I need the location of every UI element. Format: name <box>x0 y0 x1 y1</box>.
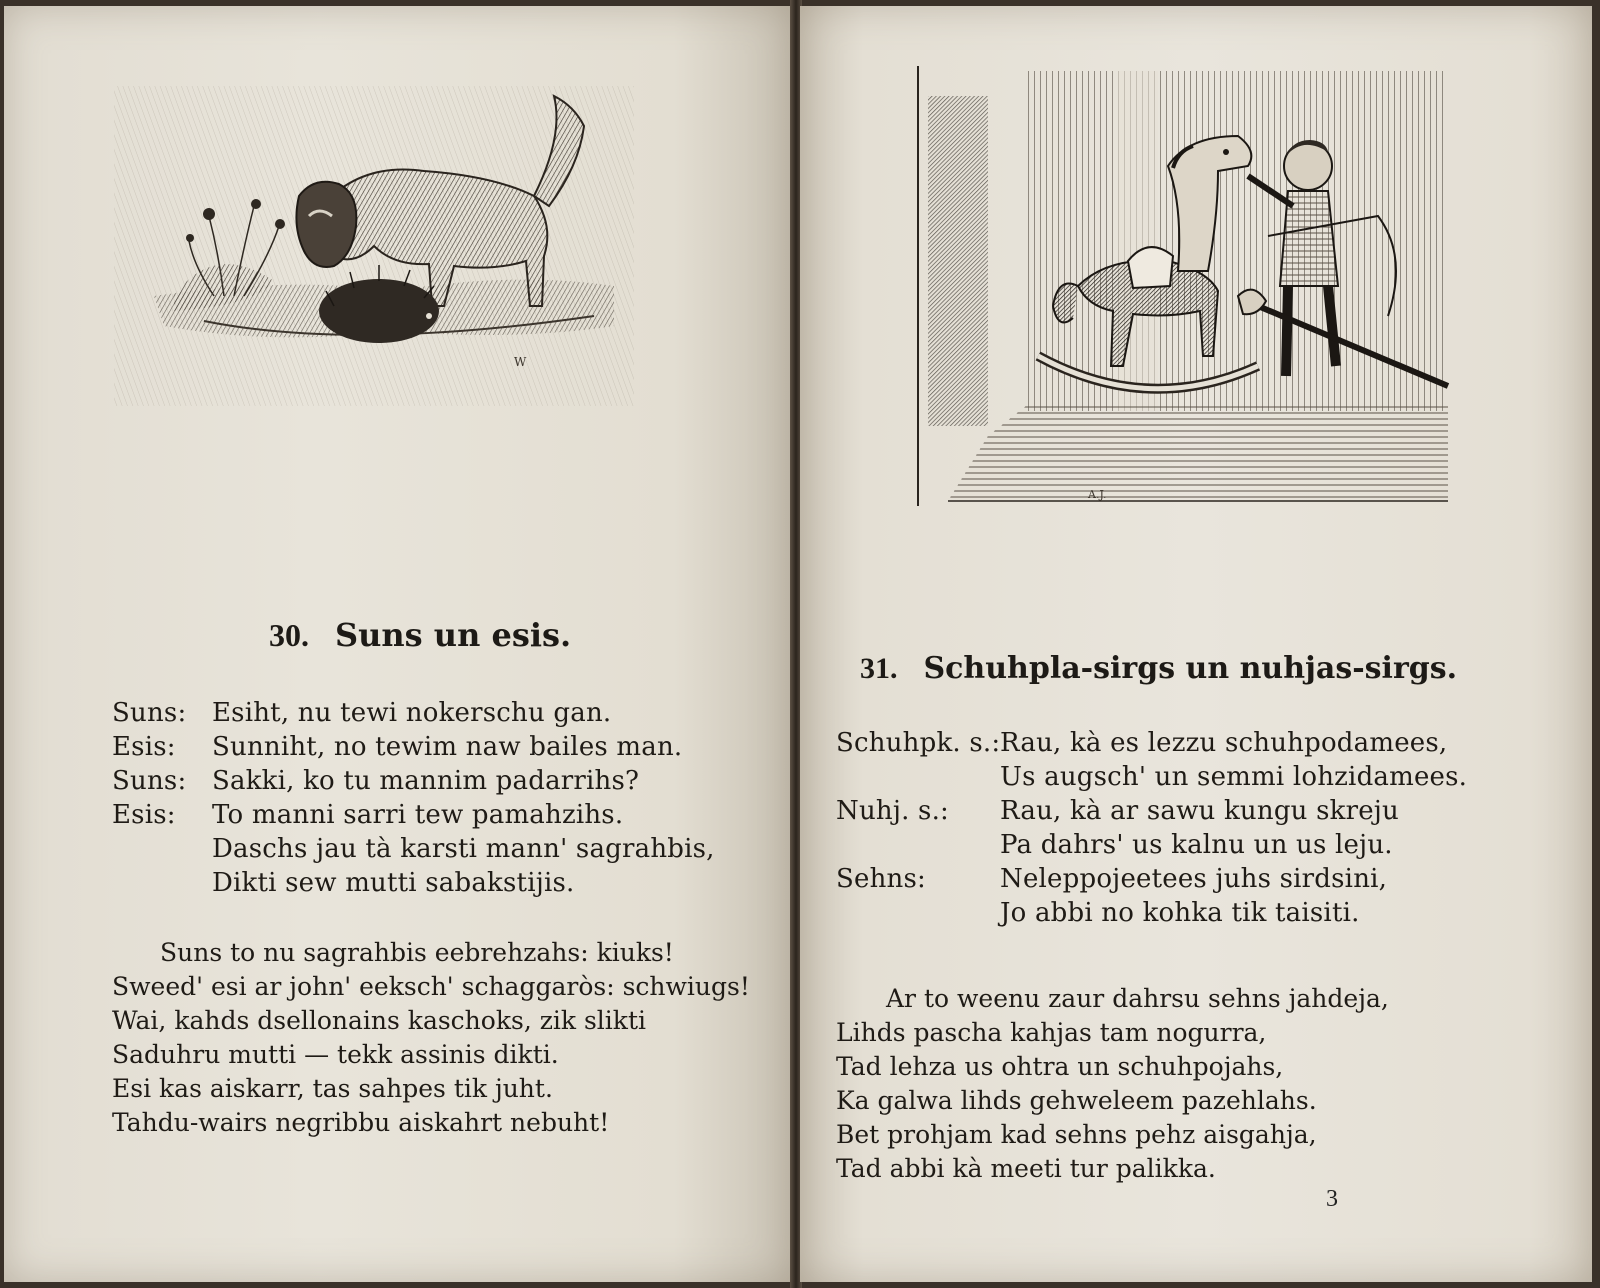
prose-line: Ar to weenu zaur dahrsu sehns jahdeja, <box>886 984 1389 1013</box>
left-page <box>4 6 794 1282</box>
speaker-label <box>836 896 1000 930</box>
speaker-label: Schuhpk. s.: <box>836 728 1001 758</box>
prose-line: Suns to nu sagrahbis eebrehzahs: kiuks! <box>160 938 674 967</box>
dialogue-line: Jo abbi no kohka tik taisiti. <box>1000 898 1360 928</box>
prose-line: Saduhru mutti — tekk assinis dikti. <box>112 1040 559 1069</box>
dialogue-line: Pa dahrs' us kalnu un us leju. <box>1000 830 1393 860</box>
left-prose <box>112 936 750 1140</box>
right-title-number: 31. <box>860 652 898 685</box>
dialogue-row <box>836 760 1467 794</box>
dialogue-line: Esiht, nu tewi nokerschu gan. <box>212 698 612 728</box>
dialogue-line: To manni sarri tew pamahzihs. <box>212 800 624 830</box>
dialogue-row <box>836 726 1467 760</box>
dialogue-row <box>836 794 1467 828</box>
rocking-horse-illustration <box>908 56 1468 516</box>
dialogue-row <box>112 866 715 900</box>
dialogue-line: Us augsch' un semmi lohzidamees. <box>1000 762 1468 792</box>
speaker-label: Nuhj. s.: <box>836 796 949 826</box>
prose-line: Sweed' esi ar john' eeksch' schaggaròs: schwiugs! <box>112 972 750 1001</box>
prose-line: Tahdu-wairs negribbu aiskahrt nebuht! <box>112 1108 610 1137</box>
prose-line: Tad lehza us ohtra un schuhpojahs, <box>836 1052 1284 1081</box>
prose-line: Esi kas aiskarr, tas sahpes tik juht. <box>112 1074 553 1103</box>
dialogue-line: Sunniht, no tewim naw bailes man. <box>212 732 683 762</box>
right-title-text: Schuhpla-sirgs un nuhjas-sirgs. <box>923 651 1458 686</box>
speaker-label: Suns: <box>112 698 187 728</box>
left-dialogue <box>112 696 715 900</box>
dialogue-row <box>112 832 715 866</box>
rocking-horse-drawing <box>908 56 1468 516</box>
dialogue-line: Neleppojeetees juhs sirdsini, <box>1000 864 1388 894</box>
dialogue-row <box>836 862 1467 896</box>
left-title-text: Suns un esis. <box>335 616 572 654</box>
prose-line: Lihds pascha kahjas tam nogurra, <box>836 1018 1267 1047</box>
left-title <box>269 616 571 654</box>
dialogue-line: Daschs jau tà karsti mann' sagrahbis, <box>212 834 715 864</box>
dialogue-line: Sakki, ko tu mannim padarrihs? <box>212 766 640 796</box>
right-dialogue <box>836 726 1467 930</box>
dog-hedgehog-drawing <box>94 66 654 426</box>
prose-line: Tad abbi kà meeti tur palikka. <box>836 1154 1216 1183</box>
dialogue-row <box>112 798 715 832</box>
prose-line: Bet prohjam kad sehns pehz aisgahja, <box>836 1120 1317 1149</box>
speaker-label <box>112 832 212 866</box>
speaker-label: Esis: <box>112 732 176 762</box>
speaker-label <box>836 828 1000 862</box>
right-page <box>800 6 1592 1282</box>
speaker-label <box>836 760 1000 794</box>
speaker-label: Esis: <box>112 800 176 830</box>
speaker-label: Suns: <box>112 766 187 796</box>
right-prose <box>836 982 1389 1186</box>
dialogue-line: Dikti sew mutti sabakstijis. <box>212 868 575 898</box>
dog-hedgehog-illustration <box>94 66 654 426</box>
dialogue-line: Rau, kà es lezzu schuhpodamees, <box>1000 728 1448 758</box>
prose-line: Wai, kahds dsellonains kaschoks, zik slikti <box>112 1006 646 1035</box>
dialogue-line: Rau, kà ar sawu kungu skreju <box>1000 796 1399 826</box>
right-illustration-signature: A.J. <box>1088 488 1107 501</box>
left-illustration-signature: W <box>514 355 527 369</box>
dialogue-row <box>112 696 715 730</box>
dialogue-row <box>112 730 715 764</box>
speaker-label: Sehns: <box>836 864 926 894</box>
page-number: 3 <box>1326 1186 1338 1212</box>
dialogue-row <box>112 764 715 798</box>
dialogue-row <box>836 828 1467 862</box>
speaker-label <box>112 866 212 900</box>
right-title <box>860 651 1457 686</box>
left-title-number: 30. <box>269 617 309 653</box>
prose-line: Ka galwa lihds gehweleem pazehlahs. <box>836 1086 1317 1115</box>
dialogue-row <box>836 896 1467 930</box>
